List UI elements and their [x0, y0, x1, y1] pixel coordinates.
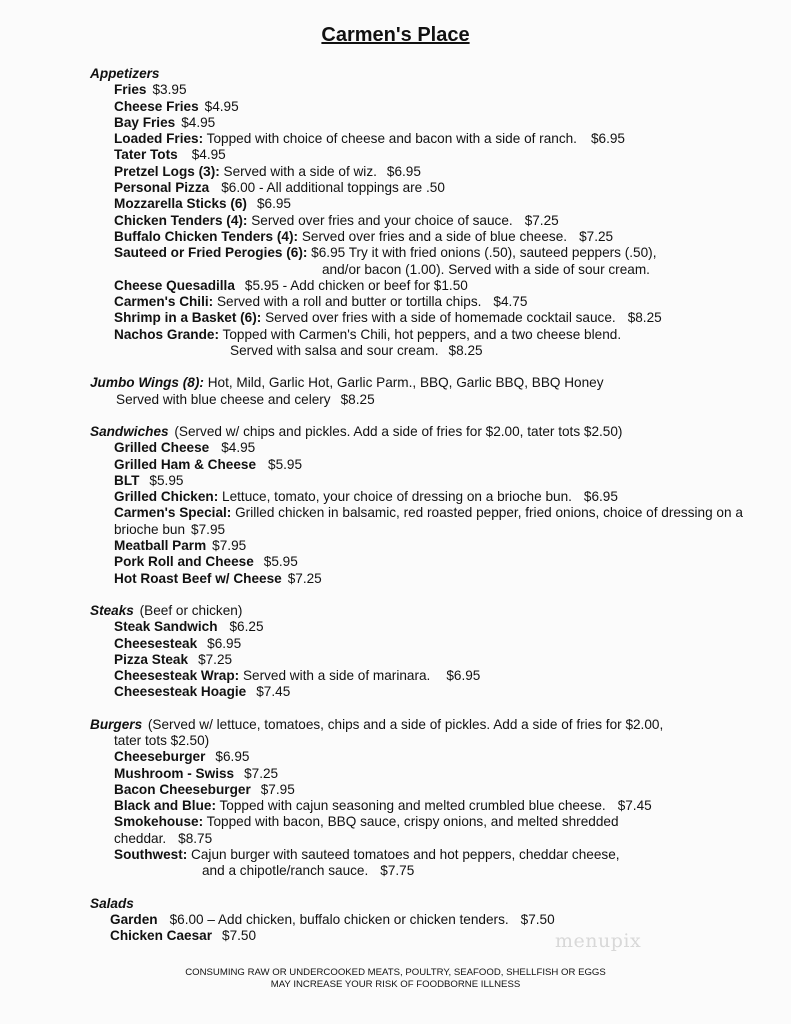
section-header: Sandwiches [90, 423, 169, 439]
menu-item: Buffalo Chicken Tenders (4): Served over fries and a side of blue cheese. $7.25 [114, 228, 614, 244]
page-title: Carmen's Place [321, 24, 470, 46]
menu-item: Pretzel Logs (3): Served with a side of wiz. $6.95 [114, 163, 421, 179]
section-note: (Served w/ chips and pickles. Add a side of fries for $2.00, tater tots $2.50) [174, 423, 623, 439]
wings-serving: Served with blue cheese and celery $8.25 [116, 391, 375, 407]
health-warning: CONSUMING RAW OR UNDERCOOKED MEATS, POULTRY, SEAFOOD, SHELLFISH OR EGGS MAY INCREASE YOUR RISK OF FOODBORNE ILLNESS [185, 967, 606, 990]
section-wings [90, 375, 770, 408]
menu-item: Fries $3.95 [114, 82, 187, 98]
section-header: Burgers [90, 716, 143, 732]
menu-item: Cheesesteak $6.95 [114, 635, 242, 651]
menu-item: Southwest: Cajun burger with sauteed tomatoes and hot peppers, cheddar cheese, and a chipotle/ranch sauce. $7.75 [114, 847, 620, 879]
section-appetizers [90, 66, 770, 359]
section-sandwiches [90, 424, 770, 587]
menu-item: Cheeseburger $6.95 [114, 749, 250, 765]
menu-item: Grilled Ham & Cheese $5.95 [114, 456, 303, 472]
menu-item: Cheese Fries $4.95 [114, 98, 239, 114]
section-header: Jumbo Wings (8): [90, 375, 204, 391]
menu-item: Cheese Quesadilla $5.95 - Add chicken or beef for $1.50 [114, 277, 468, 293]
section-note: (Served w/ lettuce, tomatoes, chips and a side of pickles. Add a side of fries for $2.00, [147, 716, 664, 732]
wings-flavors: Hot, Mild, Garlic Hot, Garlic Parm., BBQ, Garlic BBQ, BBQ Honey [207, 375, 604, 391]
section-header: Salads [90, 895, 134, 911]
section-header: Steaks [90, 602, 134, 618]
menu-item: Personal Pizza $6.00 - All additional toppings are .50 [114, 180, 445, 196]
menu-item: Grilled Cheese $4.95 [114, 440, 256, 456]
section-note-cont: tater tots $2.50) [114, 732, 210, 748]
menu-item: Chicken Caesar $7.50 [110, 928, 257, 944]
menu-item: Tater Tots $4.95 [114, 147, 226, 163]
section-note: (Beef or chicken) [139, 602, 243, 618]
menu-item: Carmen's Chili: Served with a roll and butter or tortilla chips. $4.75 [114, 294, 528, 310]
menu-item: Shrimp in a Basket (6): Served over fries with a side of homemade cocktail sauce. $8.25 [114, 310, 662, 326]
menu-item: Grilled Chicken: Lettuce, tomato, your choice of dressing on a brioche bun. $6.95 [114, 489, 618, 505]
section-steaks [90, 603, 770, 701]
menu-item: Black and Blue: Topped with cajun seasoning and melted crumbled blue cheese. $7.45 [114, 798, 652, 814]
menu-item: Meatball Parm $7.95 [114, 538, 247, 554]
menu-item: Smokehouse: Topped with bacon, BBQ sauce, crispy onions, and melted shredded cheddar. $8.75 [114, 814, 619, 846]
menu-item: Mozzarella Sticks (6) $6.95 [114, 196, 291, 212]
menu-item: Bacon Cheeseburger $7.95 [114, 781, 295, 797]
menu-item: Chicken Tenders (4): Served over fries and your choice of sauce. $7.25 [114, 212, 559, 228]
menu-body [90, 66, 770, 945]
menu-item: Garden $6.00 – Add chicken, buffalo chicken or chicken tenders. $7.50 [110, 911, 555, 927]
section-header: Appetizers [90, 66, 160, 81]
menu-item: Cheesesteak Wrap: Served with a side of marinara. $6.95 [114, 668, 481, 684]
section-salads [90, 896, 770, 945]
menu-item: Pizza Steak $7.25 [114, 651, 233, 667]
section-burgers [90, 717, 770, 880]
menupix-watermark: menupix [555, 930, 642, 952]
menu-item: Hot Roast Beef w/ Cheese $7.25 [114, 570, 322, 586]
menu-item: Steak Sandwich $6.25 [114, 619, 264, 635]
menu-item: Cheesesteak Hoagie $7.45 [114, 684, 291, 700]
menu-item: Nachos Grande: Topped with Carmen's Chili, hot peppers, and a two cheese blend. Served with salsa and sour cream. $8.25 [114, 326, 622, 359]
menu-item: Bay Fries $4.95 [114, 114, 216, 130]
menu-item: Carmen's Special: Grilled chicken in balsamic, red roasted pepper, fried onions, choice of dressing on a brioche bun $7.95 [114, 505, 743, 537]
menu-item: Sauteed or Fried Perogies (6): $6.95 Try it with fried onions (.50), sauteed peppers (.50), and/or bacon (1.00). Served with a side of sour cream. [114, 245, 657, 277]
menu-item: Pork Roll and Cheese $5.95 [114, 554, 298, 570]
menu-item: BLT $5.95 [114, 472, 184, 488]
menu-item: Loaded Fries: Topped with choice of cheese and bacon with a side of ranch. $6.95 [114, 131, 625, 147]
menu-item: Mushroom - Swiss $7.25 [114, 765, 279, 781]
